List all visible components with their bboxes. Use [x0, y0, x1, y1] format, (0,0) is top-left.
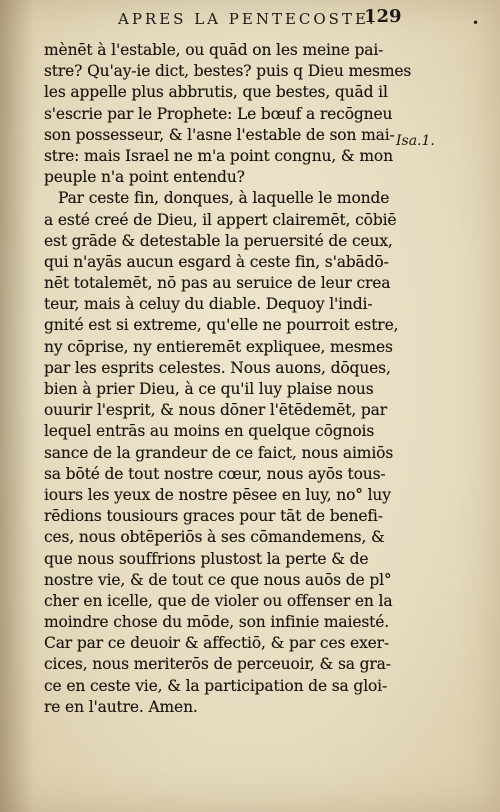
page-number: 129 — [364, 6, 402, 27]
text-line: peuple n'a point entendu? — [44, 168, 245, 187]
text-line: Car par ce deuoir & affectiō, & par ces exer- — [44, 634, 390, 653]
text-line: cices, nous meriterōs de perceuoir, & sa gra- — [44, 655, 391, 674]
running-head: APRES LA PENTECOSTE. — [118, 10, 377, 28]
page-header — [0, 6, 500, 36]
text-line: Par ceste fin, donques, à laquelle le monde — [58, 189, 390, 208]
text-line: stre? Qu'ay-ie dict, bestes? puis q Dieu mesmes — [44, 62, 412, 81]
text-line: nēt totalemēt, nō pas au seruice de leur crea — [44, 274, 391, 293]
text-line: sance de la grandeur de ce faict, nous aimiōs — [44, 443, 394, 462]
text-line: moindre chose du mōde, son infinie maiesté. — [44, 613, 390, 632]
text-line: s'escrie par le Prophete: Le bœuf a recōgneu — [44, 104, 393, 123]
margin-reference-note: Isa.1. — [396, 133, 435, 149]
text-line: cher en icelle, que de violer ou offenser en la — [44, 591, 393, 610]
text-line: teur, mais à celuy du diable. Dequoy l'indi- — [44, 295, 373, 314]
text-line: que nous souffrions plustost la perte & de — [44, 549, 369, 568]
text-line: re en l'autre. Amen. — [44, 697, 198, 716]
text-line: stre: mais Israel ne m'a point congnu, & mon — [44, 146, 393, 165]
text-line: rēdions tousiours graces pour tāt de benefi- — [44, 507, 383, 526]
text-line: est grāde & detestable la peruersité de ceux, — [44, 231, 393, 250]
text-line: a esté creé de Dieu, il appert clairemēt, cōbiē — [44, 210, 397, 229]
text-line: nostre vie, & de tout ce que nous auōs de pl° — [44, 570, 392, 589]
text-line: lequel entrās au moins en quelque cōgnois — [44, 422, 375, 441]
text-line: bien à prier Dieu, à ce qu'il luy plaise nous — [44, 380, 374, 398]
text-line: par les esprits celestes. Nous auons, dōques, — [44, 358, 391, 377]
text-line: ouurir l'esprit, & nous dōner l'ētēdemēt, par — [44, 401, 388, 420]
text-line: ces, nous obtēperiōs à ses cōmandemens, & — [44, 528, 385, 547]
text-line: qui n'ayās aucun esgard à ceste fin, s'abādō- — [44, 252, 389, 271]
body-text — [44, 40, 412, 718]
text-line: ce en ceste vie, & la participation de sa gloi- — [44, 676, 388, 695]
corner-dot-icon: • — [472, 16, 480, 30]
text-line: gnité est si extreme, qu'elle ne pourroit estre, — [44, 316, 399, 335]
text-line: son possesseur, & l'asne l'estable de son mai- — [44, 125, 395, 144]
text-line: mènēt à l'estable, ou quād on les meine pai- — [44, 41, 384, 59]
text-line: ny cōprise, ny entieremēt expliquee, mesmes — [44, 337, 393, 356]
text-line: les appelle plus abbrutis, que bestes, quād il — [44, 83, 388, 102]
text-line: sa bōté de tout nostre cœur, nous ayōs tous- — [44, 464, 386, 483]
text-line: iours les yeux de nostre pēsee en luy, no° luy — [44, 485, 391, 504]
gutter-shadow — [0, 0, 34, 812]
